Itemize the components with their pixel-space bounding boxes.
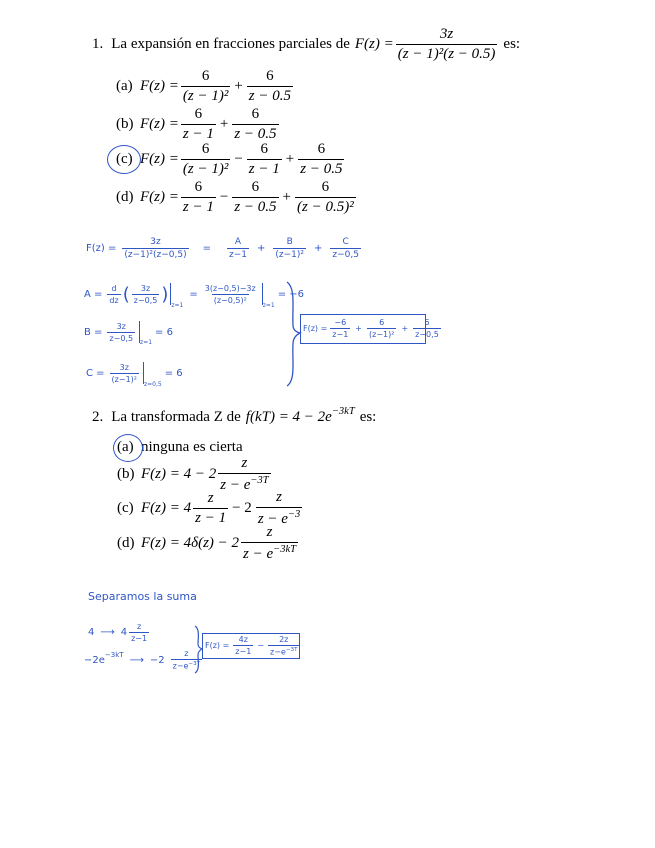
- hw2-line-1: 4 ⟶ 4 $\frac{z}{z-1}$: [88, 621, 148, 643]
- hw2-result: F(z) = $\frac{4z}{z-1}$ − $\frac{2z}{z-e^{-3T}}$: [205, 634, 298, 657]
- question-2: 2. La transformada Z de f(kT) = 4 − 2e $^{-3kT}$ es:: [92, 405, 377, 425]
- question-tail: es:: [503, 35, 521, 52]
- question-number: 1.: [92, 35, 104, 52]
- hw1-coef-c: C = $\frac{3z}{\text{(z−1)²}}$ z=0,5 = 6: [86, 362, 183, 388]
- q2-option-c[interactable]: (c) F(z) = 4 $\frac{z}{z - 1}$ − 2 $\frac{z}{z - e^{-3}}$: [117, 488, 301, 527]
- q2-option-b[interactable]: (b) F(z) = 4 − 2 $\frac{z}{z - e^{-3T}}$: [117, 454, 269, 493]
- question-number: 2.: [92, 408, 104, 425]
- selected-answer-circle-c: [107, 145, 141, 174]
- hw1-coef-b: B = $\frac{3z}{z-0,5}$ z=1 = 6: [84, 321, 173, 346]
- hw1-decomposition: F(z) = $\frac{3z}{\text{(z−1)²(z−0,5)}}$ = $\frac{A}{z-1}$ + $\frac{B}{\text{(z−1)²}}$ + $\frac{C}{z-0,5}$: [86, 236, 359, 260]
- arrow-icon: ⟶: [129, 654, 144, 666]
- q2-option-d[interactable]: (d) F(z) = 4δ(z) − 2 $\frac{z}{z - e^{-3kT}}$: [117, 523, 297, 562]
- function-lhs: F(z) =: [354, 35, 394, 52]
- option-b[interactable]: (b) F(z) = $\frac{6}{z - 1}$ + $\frac{6}{z - 0.5}$: [116, 105, 277, 142]
- function-fraction: $\frac{3z}{\text{(z − 1)²(z − 0.5)}}$: [397, 25, 496, 62]
- q2-option-a[interactable]: (a) ninguna es cierta: [117, 438, 243, 455]
- question-stem: La expansión en fracciones parciales de: [111, 35, 350, 52]
- hw2-line-2: −2e $^{-3kT}$ ⟶ −2 $\frac{z}{z-e^{-3T}}$: [84, 649, 201, 671]
- hw2-title: Separamos la suma: [88, 590, 197, 603]
- hw1-result: F(z) = $\frac{-6}{z-1}$ + $\frac{6}{\text{(z−1)²}}$ + $\frac{6}{z-0,5}$: [303, 318, 439, 339]
- hw1-coef-a: A = $\frac{d}{dz}$ ( $\frac{3z}{z-0,5}$ ) z=1 = $\frac{3(z-0,5)-3z}{\text{(z−0,5)²}}$ z=1 = −6: [84, 283, 305, 309]
- question-1: [92, 26, 520, 62]
- option-a[interactable]: (a) F(z) = $\frac{6}{\text{(z − 1)²}}$ + $\frac{6}{z - 0.5}$: [116, 67, 292, 104]
- question-stem: La transformada Z de: [111, 408, 241, 425]
- option-d[interactable]: (d) F(z) = $\frac{6}{z - 1}$ − $\frac{6}{z - 0.5}$ + $\frac{6}{\text{(z − 0.5)²}}$: [116, 178, 354, 215]
- arrow-icon: ⟶: [100, 626, 115, 638]
- option-c[interactable]: (c) F(z) = $\frac{6}{\text{(z − 1)²}}$ − $\frac{6}{z - 1}$ + $\frac{6}{z - 0.5}$: [116, 140, 343, 177]
